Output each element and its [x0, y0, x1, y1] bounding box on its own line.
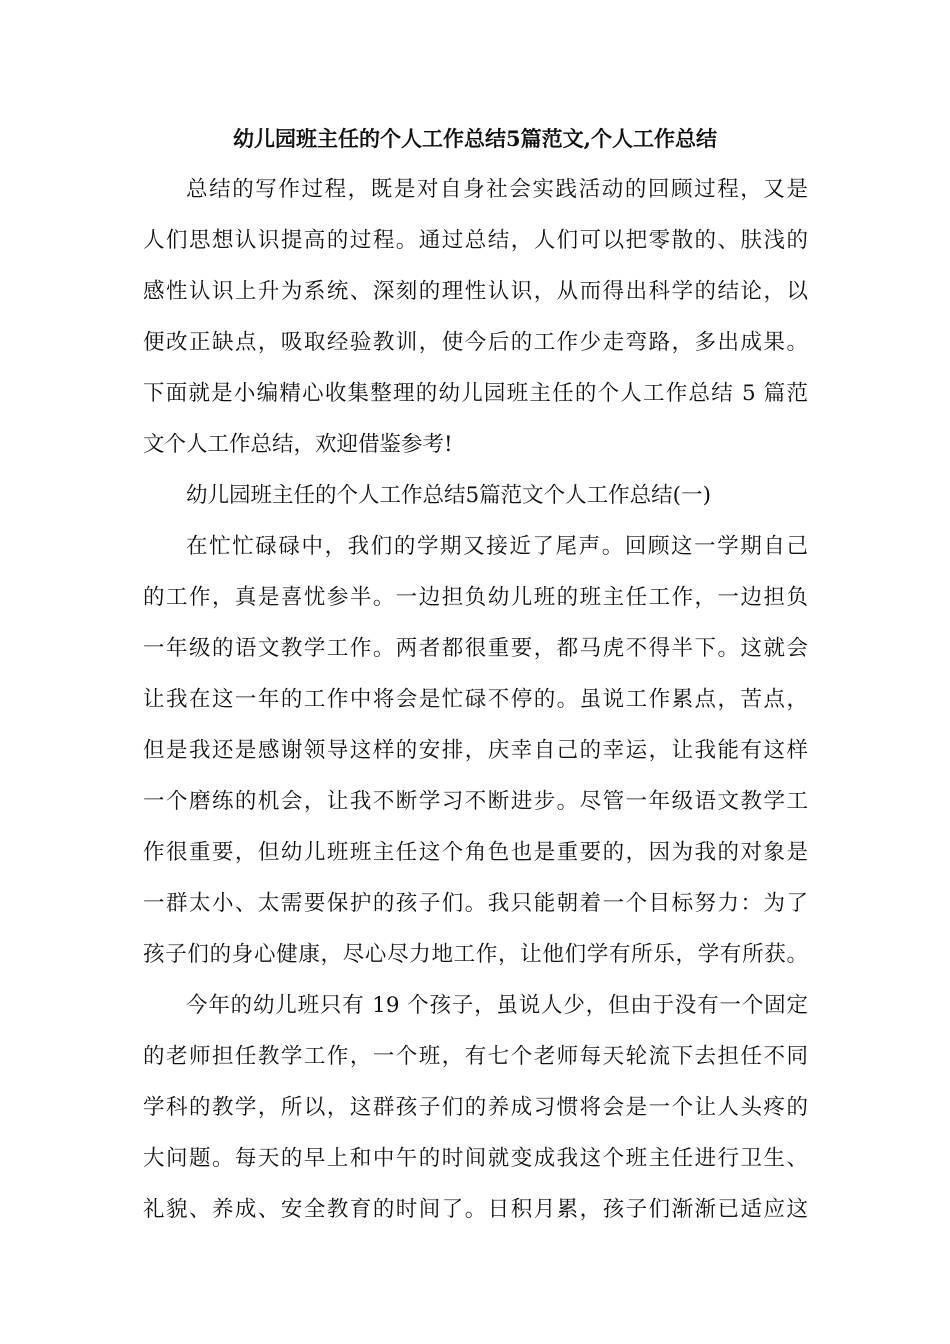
text-line: 一个磨练的机会，让我不断学习不断进步。尽管一年级语文教学工: [143, 789, 808, 814]
text-line: 让我在这一年的工作中将会是忙碌不停的。虽说工作累点，苦点，: [143, 687, 808, 712]
text-line: 一年级的语文教学工作。两者都很重要，都马虎不得半下。这就会: [143, 636, 808, 661]
text-line: 孩子们的身心健康，尽心尽力地工作，让他们学有所乐，学有所获。: [143, 942, 808, 967]
text-line: 一群太小、太需要保护的孩子们。我只能朝着一个目标努力：为了: [143, 891, 808, 916]
text-line: 下面就是小编精心收集整理的幼儿园班主任的个人工作总结 5 篇范: [143, 381, 808, 406]
text-line: 便改正缺点，吸取经验教训，使今后的工作少走弯路，多出成果。: [143, 330, 808, 355]
text-line: 学科的教学，所以，这群孩子们的养成习惯将会是一个让人头疼的: [143, 1095, 808, 1120]
text-line: 感性认识上升为系统、深刻的理性认识，从而得出科学的结论，以: [143, 279, 808, 304]
text-line: 的老师担任教学工作，一个班，有七个老师每天轮流下去担任不同: [143, 1044, 808, 1069]
text-line: 在忙忙碌碌中，我们的学期又接近了尾声。回顾这一学期自己: [186, 534, 808, 559]
text-line: 文个人工作总结，欢迎借鉴参考!: [143, 432, 453, 457]
text-line: 总结的写作过程，既是对自身社会实践活动的回顾过程，又是: [186, 177, 808, 202]
text-line: 的工作，真是喜忧参半。一边担负幼儿班的班主任工作，一边担负: [143, 585, 808, 610]
text-line: 幼儿园班主任的个人工作总结5篇范文个人工作总结(一): [186, 483, 711, 508]
document-title: 幼儿园班主任的个人工作总结5篇范文,个人工作总结: [233, 126, 717, 151]
text-line: 作很重要，但幼儿班班主任这个角色也是重要的，因为我的对象是: [143, 840, 808, 865]
text-line: 礼貌、养成、安全教育的时间了。日积月累，孩子们渐渐已适应这: [143, 1197, 808, 1222]
text-line: 但是我还是感谢领导这样的安排，庆幸自己的幸运，让我能有这样: [143, 738, 808, 763]
text-line: 人们思想认识提高的过程。通过总结，人们可以把零散的、肤浅的: [143, 228, 808, 253]
text-line: 今年的幼儿班只有 19 个孩子，虽说人少，但由于没有一个固定: [186, 993, 808, 1018]
text-line: 大问题。每天的早上和中午的时间就变成我这个班主任进行卫生、: [143, 1146, 808, 1171]
